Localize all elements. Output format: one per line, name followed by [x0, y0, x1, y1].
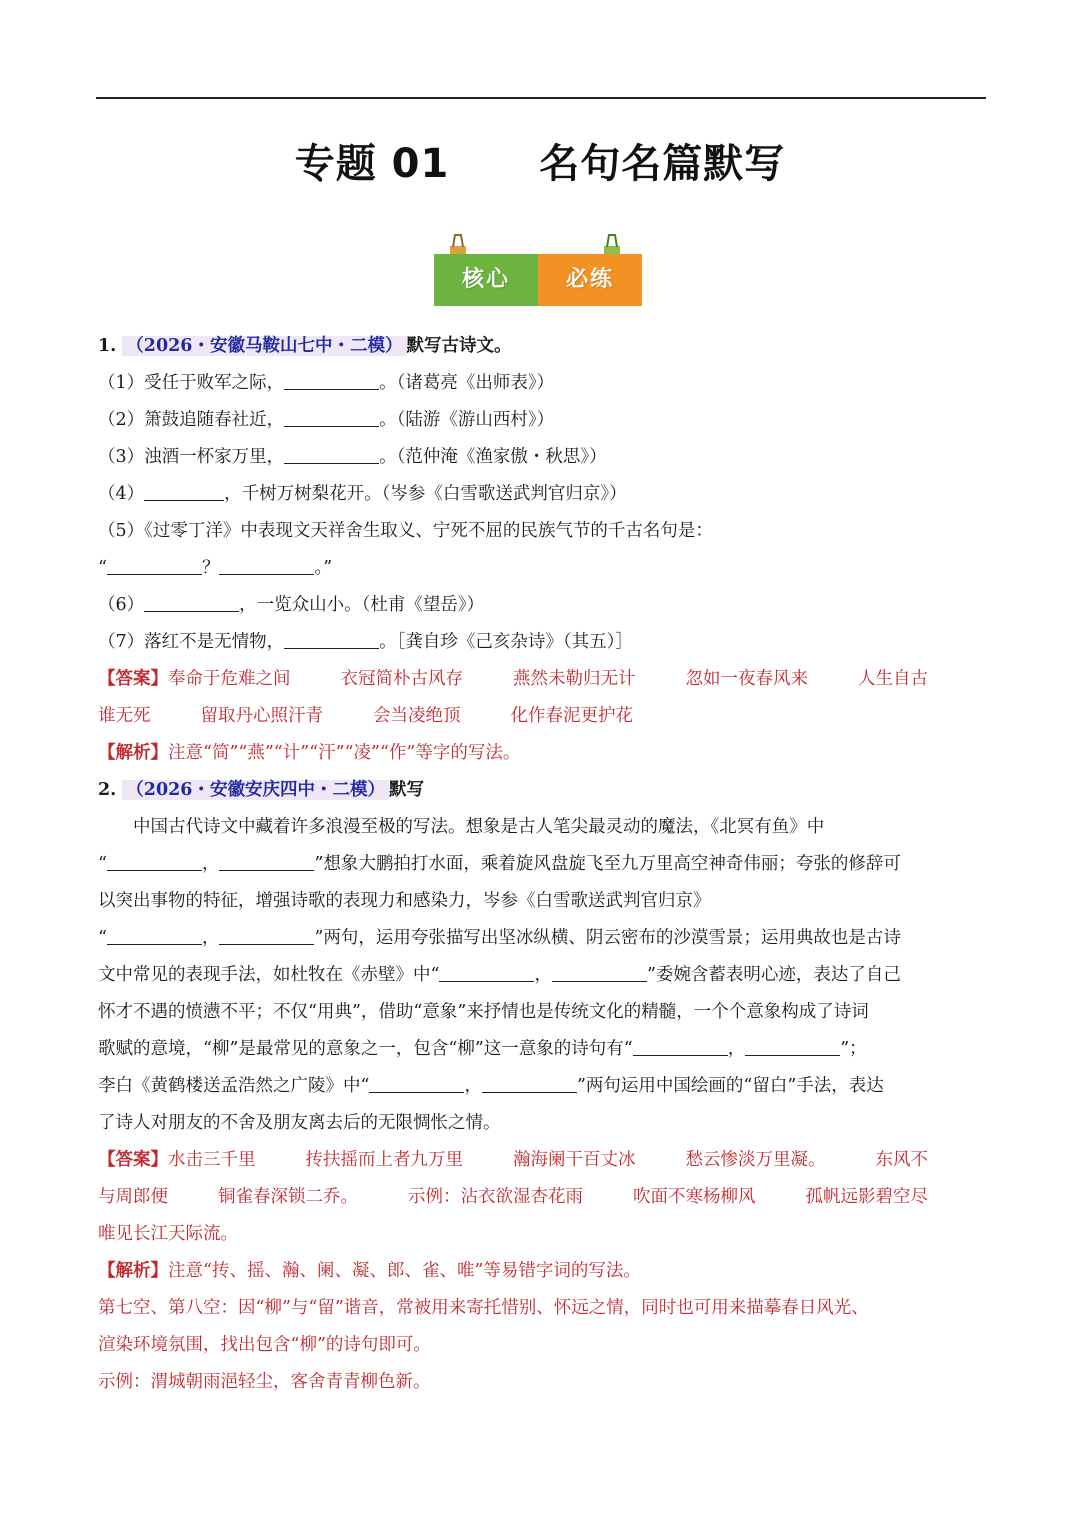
answer-line: 唯见长江天际流。 — [98, 1224, 238, 1244]
passage-text: 李白《黄鹤楼送孟浩然之广陵》中“ — [98, 1076, 370, 1096]
answer-blank — [219, 848, 314, 871]
sub-question-text: （4） — [98, 484, 145, 504]
question-source: （2026・安徽马鞍山七中・二模） — [122, 336, 406, 356]
passage-text: ， — [464, 1076, 482, 1096]
answer-item: 东风不 — [875, 1150, 928, 1170]
passage-text: ， — [201, 854, 220, 874]
answer-item: 愁云惨淡万里凝。 — [685, 1150, 826, 1170]
passage-text: ”； — [840, 1039, 867, 1059]
answer-item: 谁无死 — [98, 706, 151, 726]
sub-question — [98, 476, 978, 513]
answer-item: 铜雀春深锁二乔。 — [218, 1187, 358, 1207]
answer-blank — [107, 848, 202, 871]
answer-blank — [284, 626, 379, 649]
sub-question — [98, 402, 978, 439]
title-main: 名句名篇默写 — [539, 141, 786, 187]
answer-blank — [482, 1070, 577, 1093]
answer-blank — [144, 589, 239, 612]
sub-question-source: 。（诸葛亮《出师表》） — [379, 373, 555, 393]
passage-text: ， — [534, 965, 552, 985]
passage-text: ”想象大鹏拍打水面，乘着旋风盘旋飞至九万里高空神奇伟丽；夸张的修辞可 — [314, 854, 901, 874]
passage-line — [98, 846, 978, 883]
answer-item: 奉命于危难之间 — [168, 669, 291, 689]
passage-text: “ — [98, 854, 107, 874]
passage-text: 文中常见的表现手法，如杜牧在《赤壁》中“ — [98, 965, 440, 985]
question-1-header — [98, 328, 978, 365]
sub-question — [98, 513, 978, 550]
quote-open: “ — [98, 558, 107, 578]
sub-question — [98, 624, 978, 661]
sub-question-text: （6） — [98, 595, 145, 615]
passage-text: ”委婉含蓄表明心迹，表达了自己 — [646, 965, 901, 985]
answer-blank — [107, 552, 202, 575]
passage-text: ”两句运用中国绘画的“留白”手法，表达 — [576, 1076, 884, 1096]
answer-label: 【答案】 — [98, 669, 168, 689]
sub-question — [98, 587, 978, 624]
answer-item: 衣冠简朴古风存 — [340, 669, 463, 689]
answer-item: 人生自古 — [858, 669, 928, 689]
answer-item: 瀚海阑干百丈冰 — [513, 1150, 636, 1170]
passage-line — [98, 957, 978, 994]
passage-text: ， — [201, 928, 220, 948]
badge-left-label: 核心 — [434, 254, 538, 306]
sub-question-text: （3）浊酒一杯家万里， — [98, 447, 285, 467]
answer-item: 吹面不寒杨柳风 — [633, 1187, 756, 1207]
answer-blank — [144, 478, 224, 501]
answer-line — [98, 698, 978, 735]
sub-question-text: （1）受任于败军之际， — [98, 373, 285, 393]
passage-line — [98, 1031, 978, 1068]
passage-line: 中国古代诗文中藏着许多浪漫至极的写法。想象是古人笔尖最灵动的魔法，《北冥有鱼》中 — [133, 817, 825, 837]
answer-blank — [284, 367, 379, 390]
answer-label: 【答案】 — [98, 1150, 168, 1170]
answer-item: 忽如一夜春风来 — [685, 669, 808, 689]
passage-text: ”两句，运用夸张描写出坚冰纵横、阴云密布的沙漠雪景；运用典故也是古诗 — [314, 928, 901, 948]
sub-question-source: 。（陆游《游山西村》） — [379, 410, 555, 430]
top-rule — [96, 97, 986, 99]
passage-text: 歌赋的意境，“柳”是最常见的意象之一，包含“柳”这一意象的诗句有“ — [98, 1039, 633, 1059]
passage-text: “ — [98, 928, 107, 948]
answer-item: 会当凌绝顶 — [373, 706, 461, 726]
answer-item: 孤帆远影碧空尽 — [805, 1187, 928, 1207]
answer-item: 示例：沾衣欲湿杏花雨 — [408, 1187, 583, 1207]
sub-question-text: （5）《过零丁洋》中表现文天祥舍生取义、宁死不屈的民族气节的千古名句是： — [98, 521, 713, 541]
analysis-label: 【解析】 — [98, 1261, 168, 1281]
sub-question-source: 。［龚自珍《己亥杂诗》（其五）］ — [379, 632, 633, 652]
analysis-note: 示例：渭城朝雨浥轻尘，客舍青青柳色新。 — [98, 1372, 431, 1392]
answer-blank — [219, 922, 314, 945]
passage-line — [98, 1068, 978, 1105]
question-number: 2. — [98, 780, 117, 800]
answer-item: 燕然未勒归无计 — [513, 669, 636, 689]
analysis-label: 【解析】 — [98, 743, 168, 763]
question-mark: ？ — [201, 558, 220, 578]
answer-item: 抟扶摇而上者九万里 — [305, 1150, 463, 1170]
badge-right-label: 必练 — [538, 254, 642, 306]
answer-blank — [284, 441, 379, 464]
sub-question-continuation — [98, 550, 978, 587]
passage-line — [98, 920, 978, 957]
answer-blank — [369, 1070, 464, 1093]
answer-line — [98, 1179, 978, 1216]
passage-line: 以突出事物的特征，增强诗歌的表现力和感染力，岑参《白雪歌送武判官归京》 — [98, 891, 711, 911]
content — [98, 328, 978, 1401]
sub-question-source: ，千树万树梨花开。（岑参《白雪歌送武判官归京》） — [224, 484, 627, 504]
answer-line — [98, 1142, 978, 1179]
analysis-text: 注意“简”“燕”“计”“汗”“凌”“作”等字的写法。 — [168, 743, 521, 763]
core-practice-badge — [434, 232, 642, 310]
answer-blank — [439, 959, 534, 982]
passage-line: 怀才不遇的愤懑不平；不仅“用典”，借助“意象”来抒情也是传统文化的精髓，一个个意象构成了诗词 — [98, 1002, 869, 1022]
analysis-text: 注意“抟、摇、瀚、阑、凝、郎、雀、唯”等易错字词的写法。 — [168, 1261, 641, 1281]
answer-item: 留取丹心照汗青 — [200, 706, 323, 726]
question-instruction: 默写 — [389, 780, 424, 800]
answer-line — [98, 661, 978, 698]
title-prefix: 专题 01 — [294, 141, 450, 187]
quote-close: 。” — [314, 558, 333, 578]
answer-item: 水击三千里 — [168, 1150, 256, 1170]
answer-blank — [107, 922, 202, 945]
question-instruction: 默写古诗文。 — [406, 336, 512, 356]
passage-line: 了诗人对朋友的不舍及朋友离去后的无限惆怅之情。 — [98, 1113, 501, 1133]
sub-question — [98, 365, 978, 402]
analysis-line — [98, 735, 978, 772]
answer-blank — [745, 1033, 840, 1056]
analysis-note: 渲染环境氛围，找出包含“柳”的诗句即可。 — [98, 1335, 431, 1355]
sub-question-text: （7）落红不是无情物， — [98, 632, 285, 652]
answer-item: 与周郎便 — [98, 1187, 168, 1207]
sub-question — [98, 439, 978, 476]
analysis-note: 第七空、第八空：因“柳”与“留”谐音，常被用来寄托惜别、怀远之情，同时也可用来描摹春日风光、 — [98, 1298, 869, 1318]
answer-blank — [219, 552, 314, 575]
answer-blank — [552, 959, 647, 982]
answer-blank — [284, 404, 379, 427]
sub-question-source: ，一览众山小。（杜甫《望岳》） — [239, 595, 485, 615]
page-title — [0, 132, 1080, 189]
sub-question-source: 。（范仲淹《渔家傲・秋思》） — [379, 447, 607, 467]
sub-question-text: （2）箫鼓追随春社近， — [98, 410, 285, 430]
answer-item: 化作春泥更护花 — [510, 706, 633, 726]
passage-text: ， — [727, 1039, 746, 1059]
question-source: （2026・安徽安庆四中・二模） — [122, 780, 389, 800]
analysis-line — [98, 1253, 978, 1290]
question-2-header — [98, 772, 978, 809]
answer-blank — [633, 1033, 728, 1056]
question-number: 1. — [98, 336, 117, 356]
